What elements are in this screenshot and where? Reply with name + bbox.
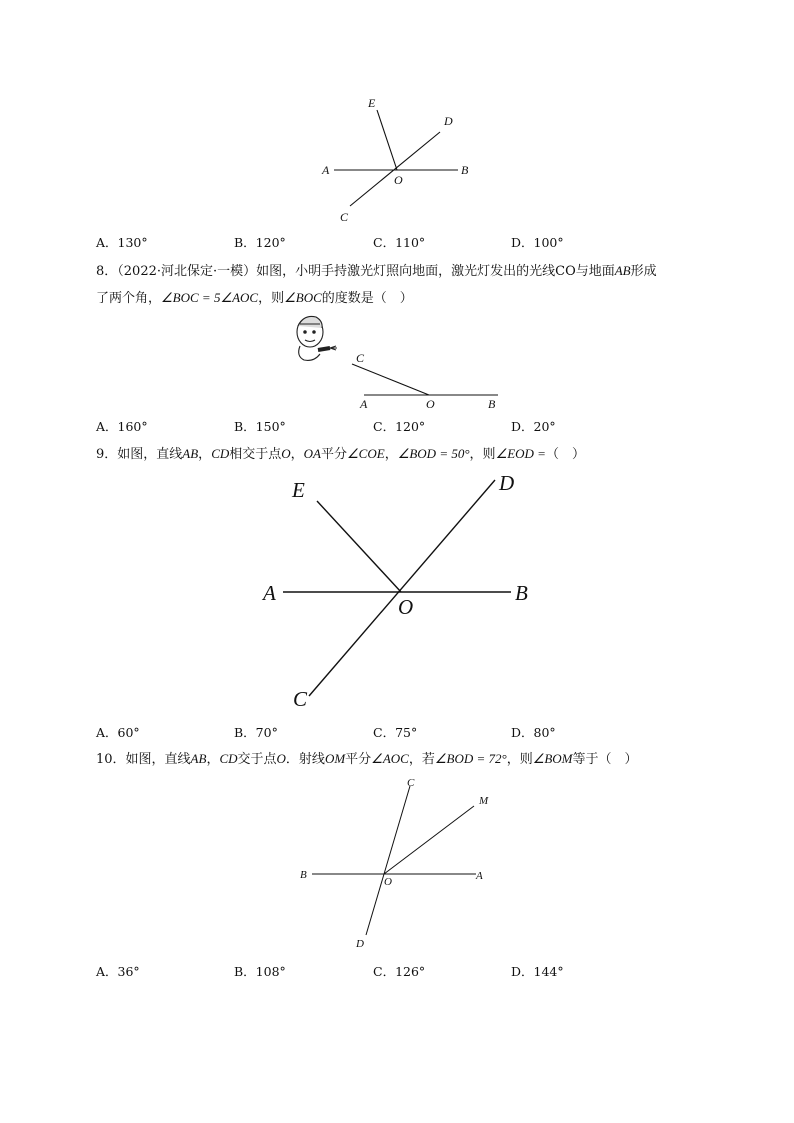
- option-c: C．110°: [373, 235, 426, 250]
- label-c: C: [293, 687, 308, 711]
- option-a: A．60°: [96, 725, 140, 740]
- option-d: D．100°: [511, 235, 564, 250]
- label-a: A: [476, 870, 483, 882]
- label-b: B: [515, 581, 528, 605]
- label-a: A: [360, 397, 368, 410]
- line-cd: [366, 786, 410, 935]
- option-c: C．75°: [373, 725, 418, 740]
- figure-q10: [290, 772, 500, 957]
- figure-q7: [310, 92, 490, 227]
- line-cd: [309, 480, 495, 696]
- option-b: B．108°: [234, 964, 286, 979]
- option-b: B．70°: [234, 725, 278, 740]
- question-8: [96, 258, 716, 312]
- label-a: A: [322, 163, 330, 177]
- label-d: D: [499, 471, 515, 495]
- label-o: O: [426, 397, 435, 410]
- option-d: D．80°: [511, 725, 556, 740]
- label-c: C: [356, 351, 365, 365]
- label-b: B: [461, 163, 469, 177]
- figure-q8: [290, 310, 510, 410]
- option-a: A．130°: [96, 235, 148, 250]
- question-10: 10．如图，直线AB，CD交于点O．射线OM平分∠AOC，若∠BOD = 72°，则∠BOM等于（ ）: [96, 751, 638, 767]
- boy-with-laser-illustration: [297, 316, 337, 360]
- label-o: O: [394, 173, 403, 187]
- label-e: E: [368, 96, 376, 110]
- q8-line-2: 了两个角，∠BOC = 5∠AOC，则∠BOC的度数是（ ）: [96, 290, 413, 306]
- label-c: C: [340, 210, 349, 224]
- option-b: B．150°: [234, 419, 286, 434]
- option-a: A．36°: [96, 964, 140, 979]
- label-o: O: [384, 876, 392, 888]
- label-b: B: [488, 397, 496, 410]
- option-c: C．120°: [373, 419, 426, 434]
- option-a: A．160°: [96, 419, 148, 434]
- option-b: B．120°: [234, 235, 286, 250]
- label-d: D: [444, 114, 453, 128]
- option-d: D．144°: [511, 964, 564, 979]
- figure-q9: [255, 468, 545, 713]
- label-d: D: [356, 938, 364, 950]
- label-c: C: [407, 777, 415, 789]
- q8-line-1: 8．（2022·河北保定·一模）如图，小明手持激光灯照向地面，激光灯发出的光线CO与地面AB形成: [96, 263, 657, 279]
- line-cd: [350, 132, 440, 206]
- label-o: O: [398, 595, 414, 619]
- option-c: C．126°: [373, 964, 426, 979]
- label-e: E: [292, 478, 305, 502]
- ray-om: [384, 806, 474, 874]
- question-9: 9．如图，直线AB，CD相交于点O，OA平分∠COE，∠BOD = 50°，则∠EOD =（ ）: [96, 446, 585, 462]
- option-d: D．20°: [511, 419, 556, 434]
- label-a: A: [263, 581, 276, 605]
- label-m: M: [479, 795, 489, 807]
- ray-oe: [377, 110, 397, 170]
- ray-oe: [317, 501, 401, 592]
- label-b: B: [300, 869, 307, 881]
- laser-ray-co: [352, 364, 429, 395]
